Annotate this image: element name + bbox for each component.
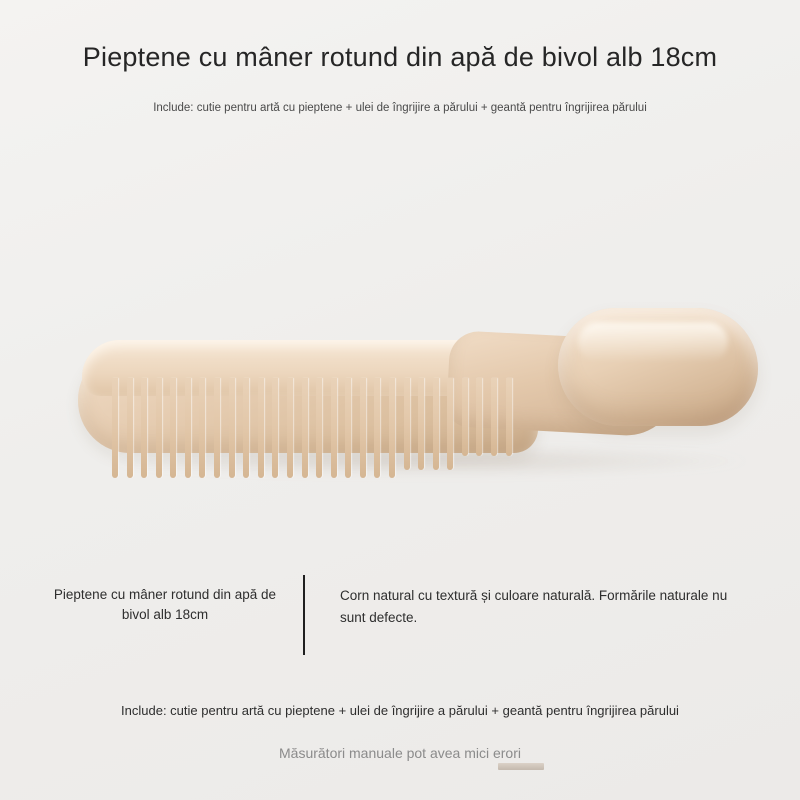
- ruler-icon: [498, 763, 544, 770]
- feature-divider: [303, 575, 305, 655]
- product-image: [0, 210, 800, 560]
- comb-teeth: [112, 378, 512, 478]
- feature-left-label: Pieptene cu mâner rotund din apă de bivol alb 18cm: [53, 587, 277, 622]
- comb-illustration: [58, 270, 748, 500]
- header: [0, 38, 800, 116]
- feature-right-text: Corn natural cu textură și culoare naturală. Formările naturale nu sunt defecte.: [340, 588, 728, 625]
- feature-row: [0, 585, 800, 665]
- footer-include-note: Include: cutie pentru artă cu pieptene + ulei de îngrijire a părului + geantă pentru îngrijirea părului: [121, 703, 679, 718]
- footer-measurement-note: Măsurători manuale pot avea mici erori: [279, 745, 521, 761]
- comb-handle-highlight: [578, 322, 728, 362]
- header-subtitle: Include: cutie pentru artă cu pieptene + ulei de îngrijire a părului + geantă pentru îngrijirea părului: [153, 102, 647, 114]
- page-title: Pieptene cu mâner rotund din apă de bivol alb 18cm: [82, 42, 718, 72]
